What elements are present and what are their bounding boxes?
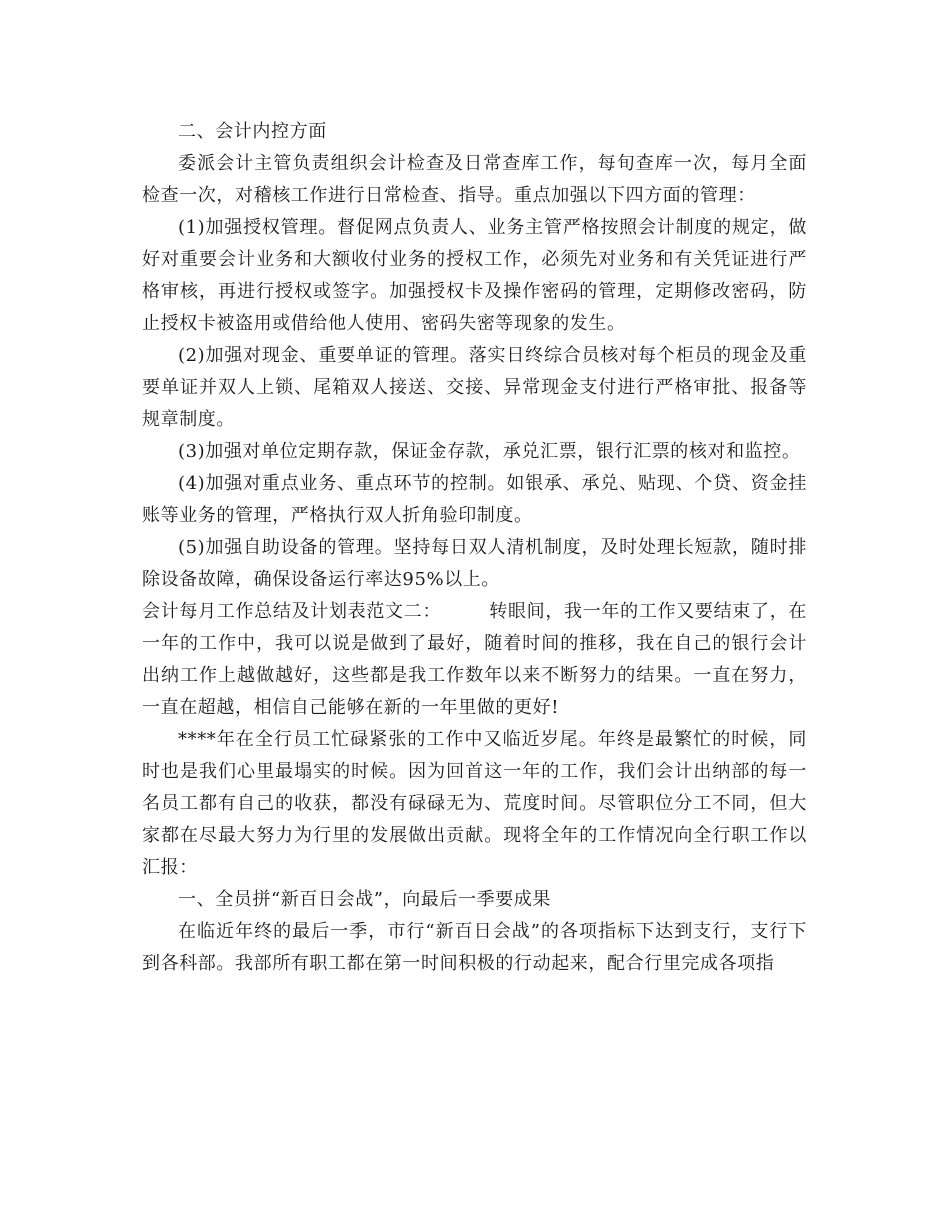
sample-two-title: 会计每月工作总结及计划表范文二： <box>142 601 442 622</box>
paragraph-supervisor: 委派会计主管负责组织会计检查及日常查库工作，每旬查库一次，每月全面检查一次，对稽核工作进行日常检查、指导。重点加强以下四方面的管理： <box>142 153 807 206</box>
sample-two-intro: 转眼间，我一年的工作又要结束了，在一年的工作中，我可以说是做到了最好，随着时间的推移，我在自己的银行会计出纳工作上越做越好，这些都是我工作数年以来不断努力的结果。一直在努力，一直在超越，相信自己能够在新的一年里做的更好! <box>142 601 807 718</box>
list-item-authorization: (1)加强授权管理。督促网点负责人、业务主管严格按照会计制度的规定，做好对重要会计业务和大额收付业务的授权工作，必须先对业务和有关凭证进行严格审核，再进行授权或签字。加强授权卡及操作密码的管理，定期修改密码，防止授权卡被盗用或借给他人使用、密码失密等现象的发生。 <box>142 217 807 334</box>
list-item-deposits: (3)加强对单位定期存款，保证金存款，承兑汇票，银行汇票的核对和监控。 <box>178 441 801 462</box>
section-heading-internal-control: 二、会计内控方面 <box>178 121 327 142</box>
list-item-key-business: (4)加强对重点业务、重点环节的控制。如银承、承兑、贴现、个贷、资金挂账等业务的管理，严格执行双人折角验印制度。 <box>142 473 807 526</box>
paragraph-campaign: 在临近年终的最后一季，市行“新百日会战”的各项指标下达到支行，支行下到各科部。我部所有职工都在第一时间积极的行动起来，配合行里完成各项指 <box>142 921 807 974</box>
list-item-self-service: (5)加强自助设备的管理。坚持每日双人清机制度，及时处理长短款，随时排除设备故障，确保设备运行率达95%以上。 <box>142 537 807 590</box>
paragraph-year-end: ****年在全行员工忙碌紧张的工作中又临近岁尾。年终是最繁忙的时候，同时也是我们心里最塌实的时候。因为回首这一年的工作，我们会计出纳部的每一名员工都有自己的收获，都没有碌碌无为、荒度时间。尽管职位分工不同，但大家都在尽最大努力为行里的发展做出贡献。现将全年的工作情况向全行职工作以汇报： <box>142 729 807 878</box>
section-heading-campaign: 一、全员拼“新百日会战”，向最后一季要成果 <box>178 889 552 910</box>
list-item-cash-documents: (2)加强对现金、重要单证的管理。落实日终综合员核对每个柜员的现金及重要单证并双人上锁、尾箱双人接送、交接、异常现金支付进行严格审批、报备等规章制度。 <box>142 345 807 430</box>
paragraph-sample-two <box>142 596 807 724</box>
document-body <box>142 116 807 980</box>
